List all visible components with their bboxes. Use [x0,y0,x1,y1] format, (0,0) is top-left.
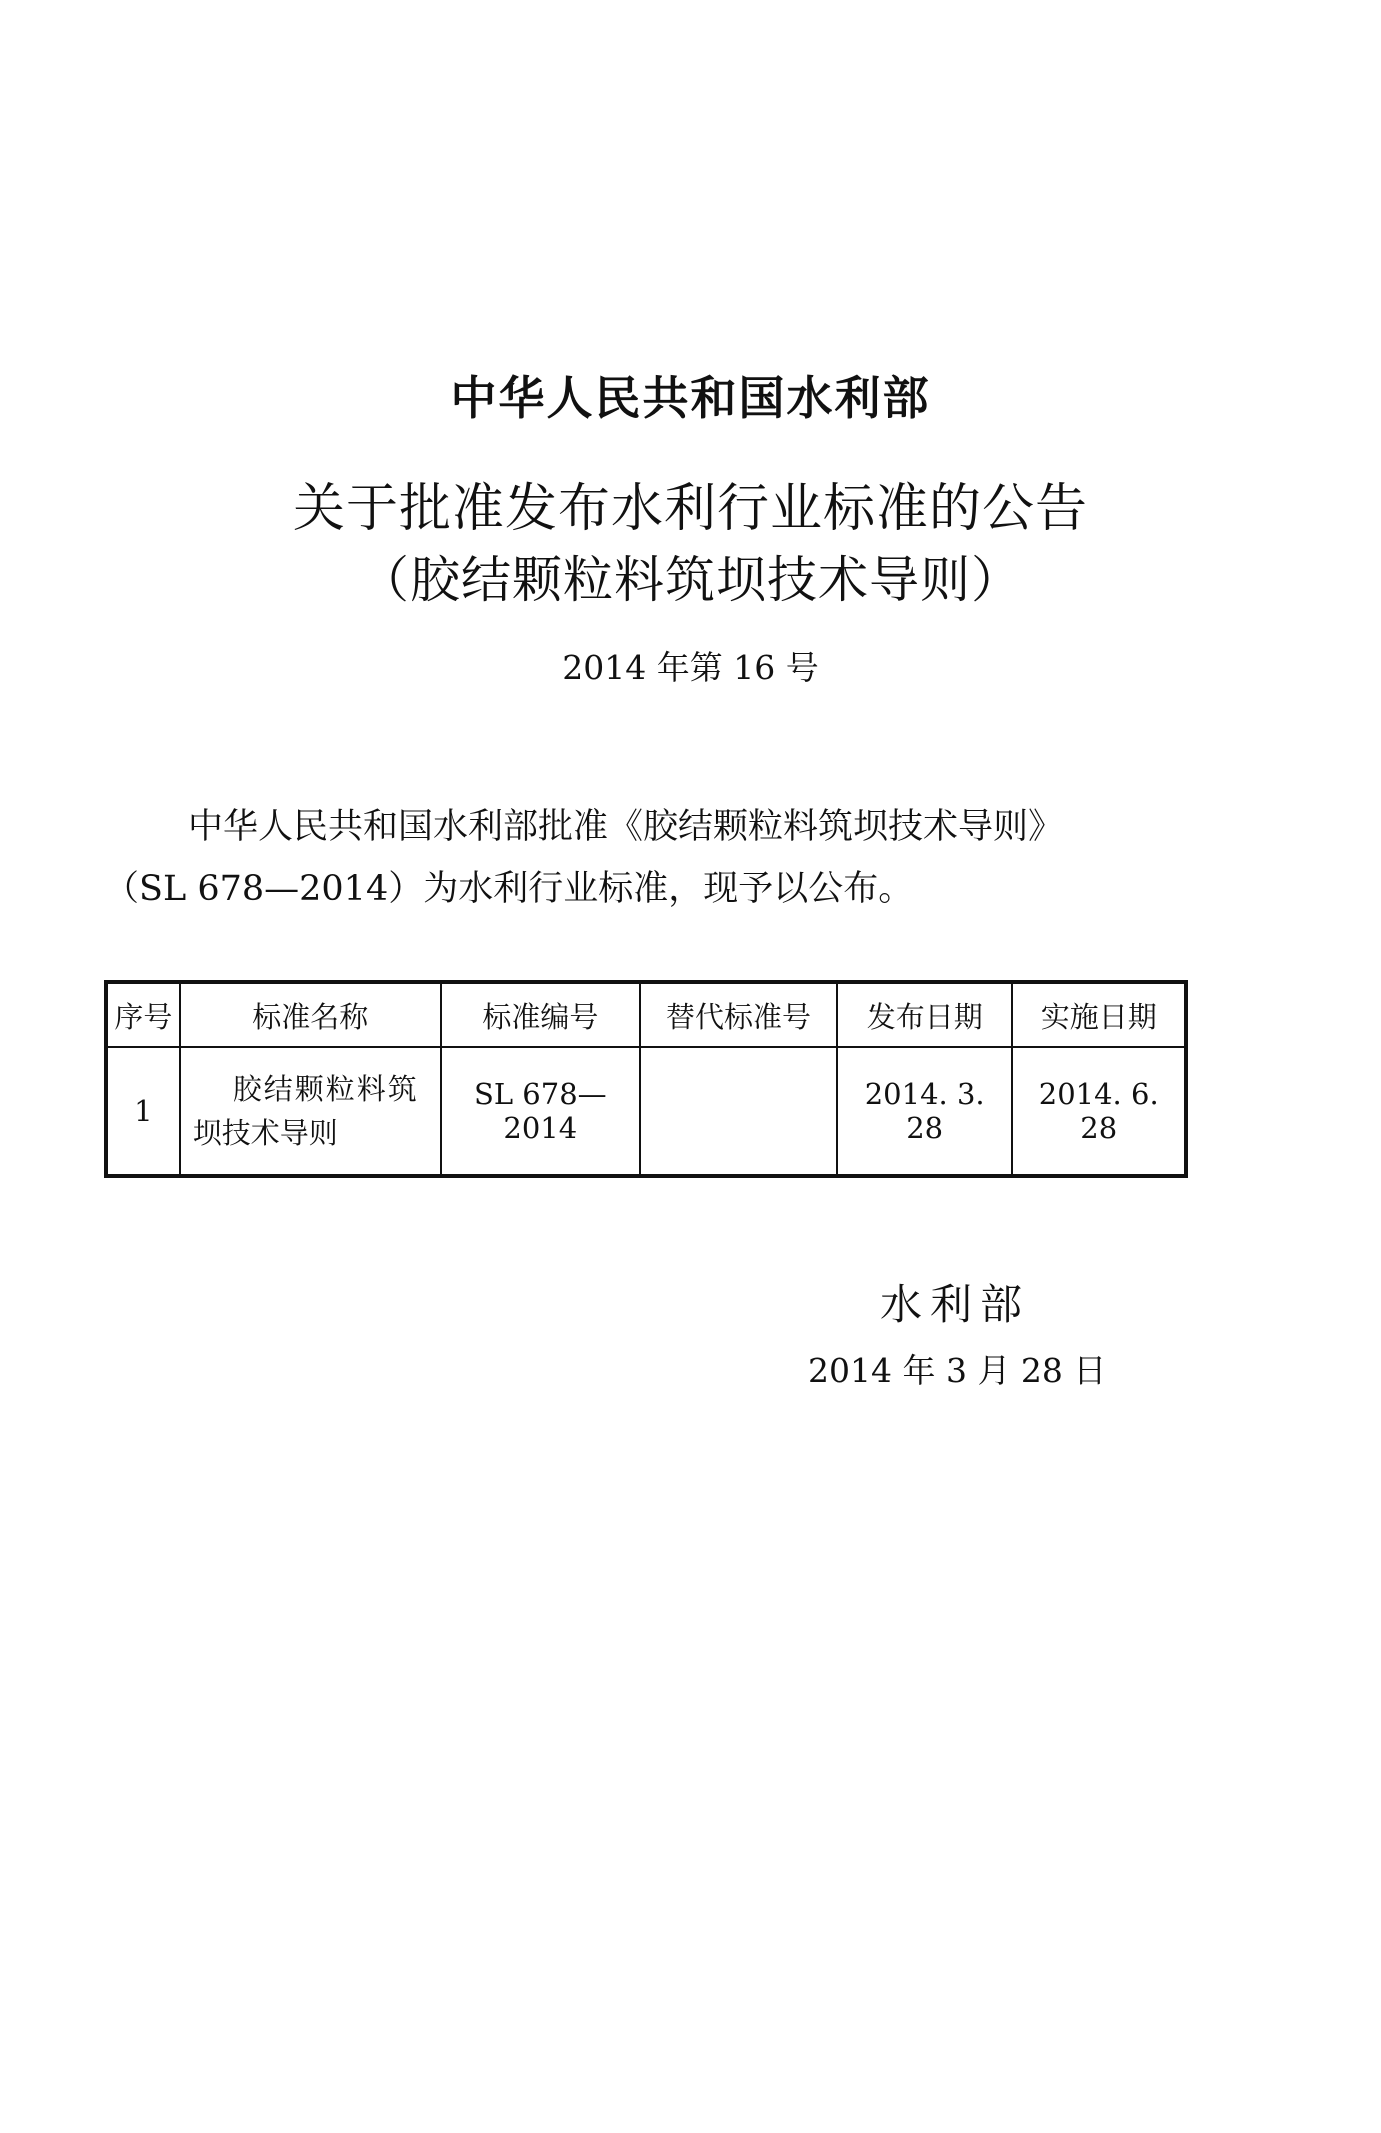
announcement-title: 关于批准发布水利行业标准的公告 [292,479,1088,539]
signature-org: 水利部 [880,1280,1031,1329]
cell-name-line-1: 胶结颗粒料筑 [232,1072,419,1106]
table-row [106,1047,1186,1176]
cell-name-line-2: 坝技术导则 [192,1116,338,1150]
announcement-subtitle: （胶结颗粒料筑坝技术导则） [359,551,1022,609]
body-line-2: （SL 678—2014）为水利行业标准，现予以公布。 [104,869,914,909]
header-code: 标准编号 [441,982,640,1047]
cell-effective-date: 2014. 6. 28 [1012,1047,1186,1176]
cell-code: SL 678—2014 [441,1047,640,1176]
cell-replaces [640,1047,837,1176]
document-number: 2014 年第 16 号 [562,648,819,687]
standards-table [104,980,1188,1178]
cell-issue-date: 2014. 3. 28 [837,1047,1012,1176]
cell-index: 1 [106,1047,180,1176]
header-replaces: 替代标准号 [640,982,837,1047]
header-index: 序号 [106,982,180,1047]
header-issue-date: 发布日期 [837,982,1012,1047]
header-effective-date: 实施日期 [1012,982,1186,1047]
signature-date: 2014 年 3 月 28 日 [808,1351,1107,1390]
table-header-row [106,982,1186,1047]
body-line-1: 中华人民共和国水利部批准《胶结颗粒料筑坝技术导则》 [188,807,1064,847]
header-name: 标准名称 [180,982,441,1047]
announcement-body [104,796,1194,920]
cell-name [180,1047,441,1176]
ministry-heading: 中华人民共和国水利部 [450,371,931,425]
